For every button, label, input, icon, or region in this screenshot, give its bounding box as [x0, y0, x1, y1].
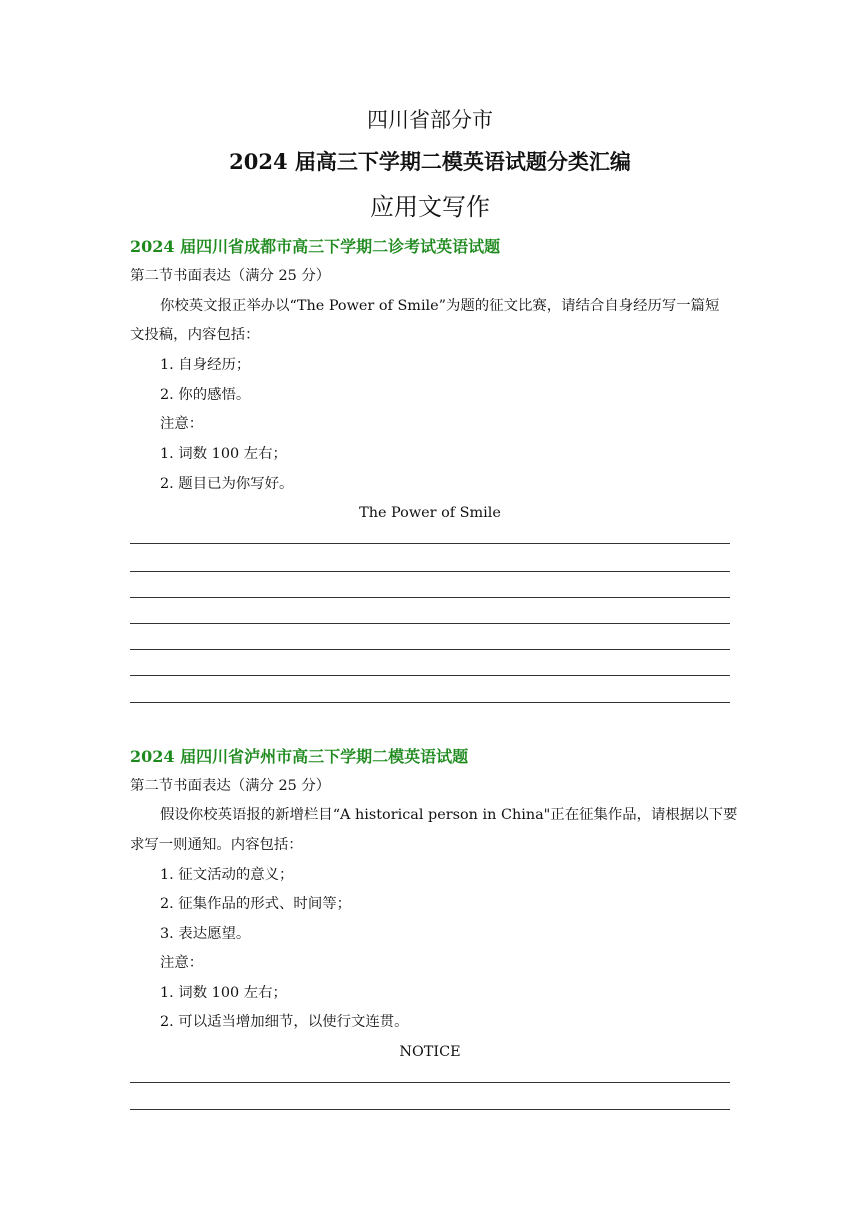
answer-line: [130, 702, 730, 703]
section-subheading: 第二节书面表达（满分 25 分）: [130, 268, 331, 284]
notes-label: 注意：: [160, 416, 204, 432]
doc-title-region: 四川省部分市: [367, 108, 493, 132]
answer-line: [130, 1082, 730, 1083]
answer-line: [130, 675, 730, 676]
note-item: 1. 词数 100 左右；: [160, 985, 287, 1001]
prompt-text: 假设你校英语报的新增栏目“A historical person in China"正在征集作品，请根据以下要: [160, 807, 738, 823]
content-item: 1. 征文活动的意义；: [160, 867, 294, 883]
note-item: 1. 词数 100 左右；: [160, 446, 287, 462]
prompt-text: 求写一则通知。内容包括：: [130, 837, 303, 853]
essay-title: The Power of Smile: [359, 505, 501, 521]
answer-line: [130, 649, 730, 650]
content-item: 2. 你的感悟。: [160, 387, 251, 403]
note-item: 2. 题目已为你写好。: [160, 476, 294, 492]
content-item: 3. 表达愿望。: [160, 926, 251, 942]
doc-title-main: 2024 届高三下学期二模英语试题分类汇编: [229, 149, 631, 174]
answer-line: [130, 623, 730, 624]
doc-title-topic: 应用文写作: [370, 193, 490, 221]
section-subheading: 第二节书面表达（满分 25 分）: [130, 778, 331, 794]
section-heading: 2024 届四川省泸州市高三下学期二模英语试题: [130, 747, 469, 766]
essay-title: NOTICE: [399, 1044, 461, 1060]
content-item: 2. 征集作品的形式、时间等；: [160, 896, 351, 912]
section-heading: 2024 届四川省成都市高三下学期二诊考试英语试题: [130, 237, 501, 256]
answer-line: [130, 1109, 730, 1110]
content-item: 1. 自身经历；: [160, 357, 251, 373]
answer-line: [130, 571, 730, 572]
prompt-text: 你校英文报正举办以“The Power of Smile”为题的征文比赛，请结合自身经历写一篇短: [160, 298, 720, 314]
prompt-text: 文投稿，内容包括：: [130, 327, 260, 343]
answer-line: [130, 597, 730, 598]
notes-label: 注意：: [160, 955, 204, 971]
note-item: 2. 可以适当增加细节，以使行文连贯。: [160, 1014, 409, 1030]
answer-line: [130, 543, 730, 544]
